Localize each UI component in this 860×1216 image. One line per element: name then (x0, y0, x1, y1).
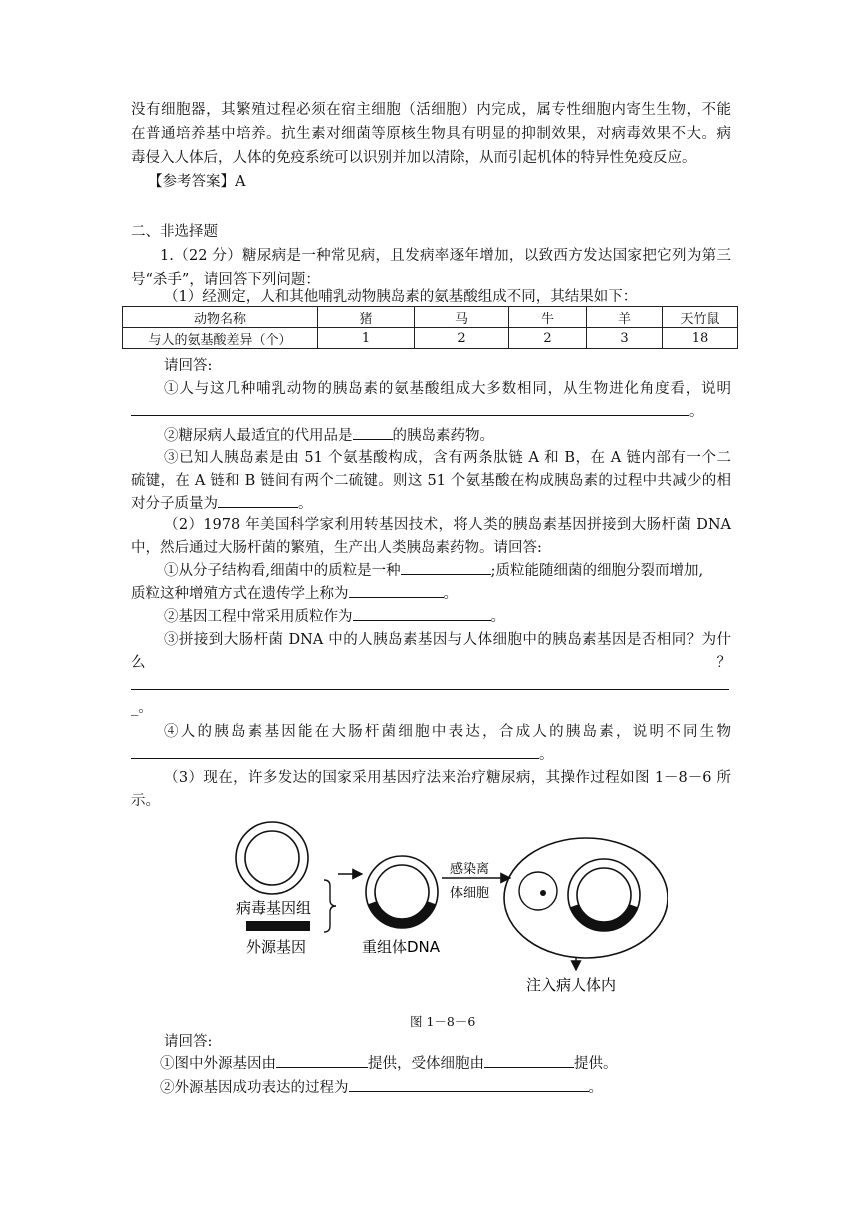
part2-q1-text: ①从分子结构看,细菌中的质粒是一种 (164, 563, 401, 579)
intro-line-2: 在普通培养基中培养。抗生素对细菌等原核生物具有明显的抑制效果，对病毒效果不大。病 (131, 126, 731, 142)
host-cell (504, 838, 668, 958)
recombinant-dna-plasmid (366, 856, 438, 928)
part2-q3-question-mark: ？ (716, 655, 731, 671)
table-cell: 2 (415, 328, 509, 349)
foreign-gene-bar (246, 921, 310, 931)
figure-caption: 图 1－8－6 (410, 1014, 476, 1029)
part1-q3-end: 。 (298, 496, 313, 512)
part1-intro: （1）经测定，人和其他哺乳动物胰岛素的氨基酸组成不同，其结果如下： (164, 289, 638, 305)
answer-blank[interactable] (131, 744, 539, 759)
infect-label-line-1: 感染离 (450, 862, 490, 877)
table-cell: 与人的氨基酸差异（个） (123, 328, 318, 349)
part2-q3-text: 么 (131, 655, 146, 671)
after-q2-end: 。 (588, 1080, 603, 1096)
part2-q2-end: 。 (490, 609, 505, 625)
part2-q1-text-2: 质粒这种增殖方式在遗传学上称为 (131, 586, 349, 602)
part2-q3-line-1: ③拼接到大肠杆菌 DNA 中的人胰岛素基因与人体细胞中的胰岛素基因是否相同？为什 (164, 632, 731, 648)
table-header-cell: 动物名称 (123, 307, 318, 328)
section-title: 二、非选择题 (131, 224, 218, 240)
foreign-gene-label: 外源基因 (246, 938, 307, 956)
part2-q1-mid: ;质粒能随细菌的细胞分裂而增加, (490, 563, 704, 579)
q1-line-2: 号“杀手”，请回答下列问题： (131, 272, 320, 288)
part2-q3-end: _。 (131, 700, 153, 716)
part1-ask: 请回答: (164, 358, 213, 374)
part1-q1-end: 。 (689, 404, 704, 420)
answer-blank[interactable] (276, 1053, 368, 1068)
virus-genome-label: 病毒基因组 (236, 899, 312, 917)
q1-line-1: 1.（22 分）糖尿病是一种常见病，且发病率逐年增加，以致西方发达国家把它列为第三 (160, 248, 731, 264)
answer-blank[interactable] (401, 560, 491, 575)
part2-q4-end: 。 (539, 747, 554, 763)
part1-q3-text: 对分子质量为 (131, 496, 218, 512)
after-q1-mid: 提供，受体细胞由 (368, 1056, 484, 1072)
answer-blank[interactable] (349, 583, 444, 598)
part1-q3-line-2: 硫键，在 A 链和 B 链间有两个二硫键。则这 51 个氨基酸在构成胰岛素的过程中共减少的相 (131, 473, 731, 489)
answer-blank[interactable] (131, 675, 729, 690)
amino-acid-comparison-table (122, 306, 738, 349)
inject-label: 注入病人体内 (526, 976, 617, 994)
reference-answer: 【参考答案】A (148, 174, 246, 190)
part1-q2-end: 的胰岛素药物。 (392, 428, 494, 444)
virus-genome-plasmid (236, 822, 308, 894)
answer-blank[interactable] (353, 425, 393, 440)
infect-label-line-2: 体细胞 (450, 886, 490, 901)
table-cell: 1 (318, 328, 415, 349)
table-row (123, 328, 738, 349)
recombinant-dna-label: 重组体DNA (362, 938, 441, 956)
table-header-cell: 天竹鼠 (663, 307, 738, 328)
answer-blank[interactable] (353, 606, 491, 621)
part3-intro-2: 示。 (131, 793, 160, 809)
table-header-cell: 马 (415, 307, 509, 328)
intro-line-3: 毒侵入人体后，人体的免疫系统可以识别并加以清除，从而引起机体的特异性免疫反应。 (131, 150, 697, 166)
part2-intro-2: 中，然后通过大肠杆菌的繁殖，生产出人类胰岛素药物。请回答: (131, 540, 542, 556)
part2-q2-text: ②基因工程中常采用质粒作为 (164, 609, 353, 625)
part3-intro-1: （3）现在，许多发达的国家采用基因疗法来治疗糖尿病，其操作过程如图 1－8－6 所 (164, 770, 731, 786)
cell-nucleus (519, 872, 557, 910)
part1-q1-line-1: ①人与这几种哺乳动物的胰岛素的氨基酸组成大多数相同，从生物进化角度看，说明 (164, 381, 731, 397)
after-q2-text: ②外源基因成功表达的过程为 (160, 1080, 349, 1096)
answer-blank[interactable] (131, 401, 689, 416)
table-cell: 3 (587, 328, 663, 349)
part1-q3-line-1: ③已知人胰岛素是由 51 个氨基酸构成，含有两条肽链 A 和 B，在 A 链内部有一个二 (164, 450, 731, 466)
table-header-cell: 猪 (318, 307, 415, 328)
answer-blank[interactable] (349, 1077, 589, 1092)
part2-q4-line-1: ④人的胰岛素基因能在大肠杆菌细胞中表达，合成人的胰岛素，说明不同生物 (164, 724, 731, 740)
intro-line-1: 没有细胞器，其繁殖过程必须在宿主细胞（活细胞）内完成，属专性细胞内寄生生物，不能 (131, 102, 731, 118)
brace-icon (324, 880, 336, 932)
answer-blank[interactable] (218, 493, 298, 508)
gene-therapy-figure (228, 818, 668, 1008)
table-cell: 2 (509, 328, 587, 349)
after-q1-text: ①图中外源基因由 (160, 1056, 276, 1072)
after-q1-end: 提供。 (574, 1056, 618, 1072)
table-header-cell: 牛 (509, 307, 587, 328)
answer-blank[interactable] (484, 1053, 574, 1068)
part1-q2-text: ②糖尿病人最适宜的代用品是 (164, 428, 353, 444)
table-cell: 18 (663, 328, 738, 349)
after-figure-ask: 请回答: (164, 1034, 213, 1050)
part2-intro-1: （2）1978 年美国科学家利用转基因技术，将人类的胰岛素基因拼接到大肠杆菌 DNA (164, 517, 731, 533)
table-header-row (123, 307, 738, 328)
part2-q1-end: 。 (443, 586, 458, 602)
table-header-cell: 羊 (587, 307, 663, 328)
